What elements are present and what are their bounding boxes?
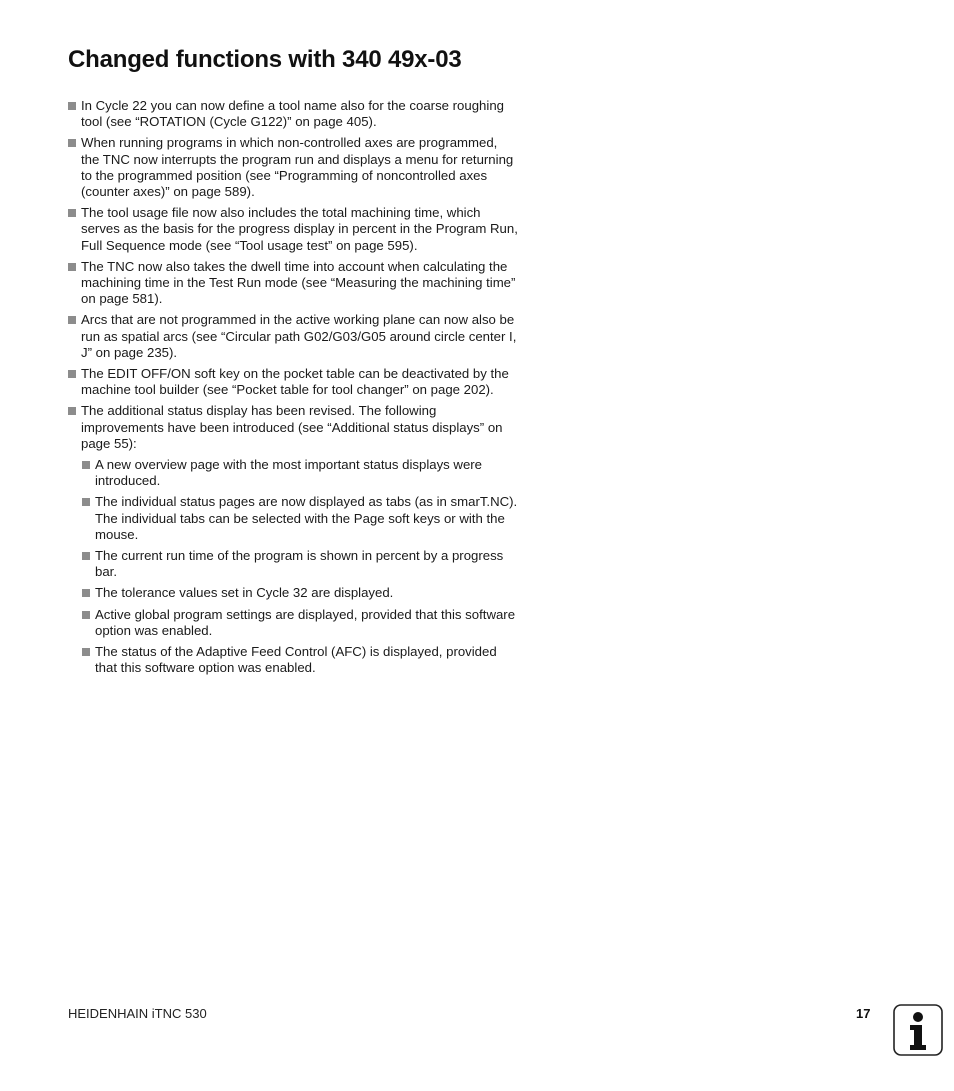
footer-product-name: HEIDENHAIN iTNC 530 bbox=[68, 1006, 207, 1021]
info-icon bbox=[893, 1004, 943, 1056]
page-number: 17 bbox=[856, 1006, 871, 1021]
list-item: The tool usage file now also includes the total machining time, which serves as the basis for the progress display in percent in the Program Run, Full Sequence mode (see “Tool usage test” on page 595). bbox=[68, 205, 518, 254]
list-item: In Cycle 22 you can now define a tool name also for the coarse roughing tool (see “ROTATION (Cycle G122)” on page 405). bbox=[68, 98, 518, 130]
sub-list-item: The tolerance values set in Cycle 32 are displayed. bbox=[81, 585, 518, 601]
list-item: The TNC now also takes the dwell time into account when calculating the machining time in the Test Run mode (see “Measuring the machining time” on page 581). bbox=[68, 259, 518, 308]
bullet-list bbox=[68, 98, 518, 682]
list-item: The EDIT OFF/ON soft key on the pocket table can be deactivated by the machine tool builder (see “Pocket table for tool changer” on page 202). bbox=[68, 366, 518, 398]
list-item: When running programs in which non-controlled axes are programmed, the TNC now interrupts the program run and displays a menu for returning to the programmed position (see “Programming of noncontrolled axes (counter axes)” on page 589). bbox=[68, 135, 518, 200]
sub-bullet-list bbox=[81, 457, 518, 676]
sub-list-item: Active global program settings are displayed, provided that this software option was enabled. bbox=[81, 607, 518, 639]
list-item-text: The additional status display has been revised. The following improvements have been introduced (see “Additional status displays” on page 55): bbox=[81, 403, 503, 451]
sub-list-item: The status of the Adaptive Feed Control (AFC) is displayed, provided that this software option was enabled. bbox=[81, 644, 518, 676]
sub-list-item: The individual status pages are now displayed as tabs (as in smarT.NC). The individual tabs can be selected with the Page soft keys or with the mouse. bbox=[81, 494, 518, 543]
page-title: Changed functions with 340 49x-03 bbox=[68, 46, 462, 73]
list-item: Arcs that are not programmed in the active working plane can now also be run as spatial arcs (see “Circular path G02/G03/G05 around circle center I, J” on page 235). bbox=[68, 312, 518, 361]
sub-list-item: The current run time of the program is shown in percent by a progress bar. bbox=[81, 548, 518, 580]
sub-list-item: A new overview page with the most important status displays were introduced. bbox=[81, 457, 518, 489]
list-item-status-display bbox=[68, 403, 518, 676]
